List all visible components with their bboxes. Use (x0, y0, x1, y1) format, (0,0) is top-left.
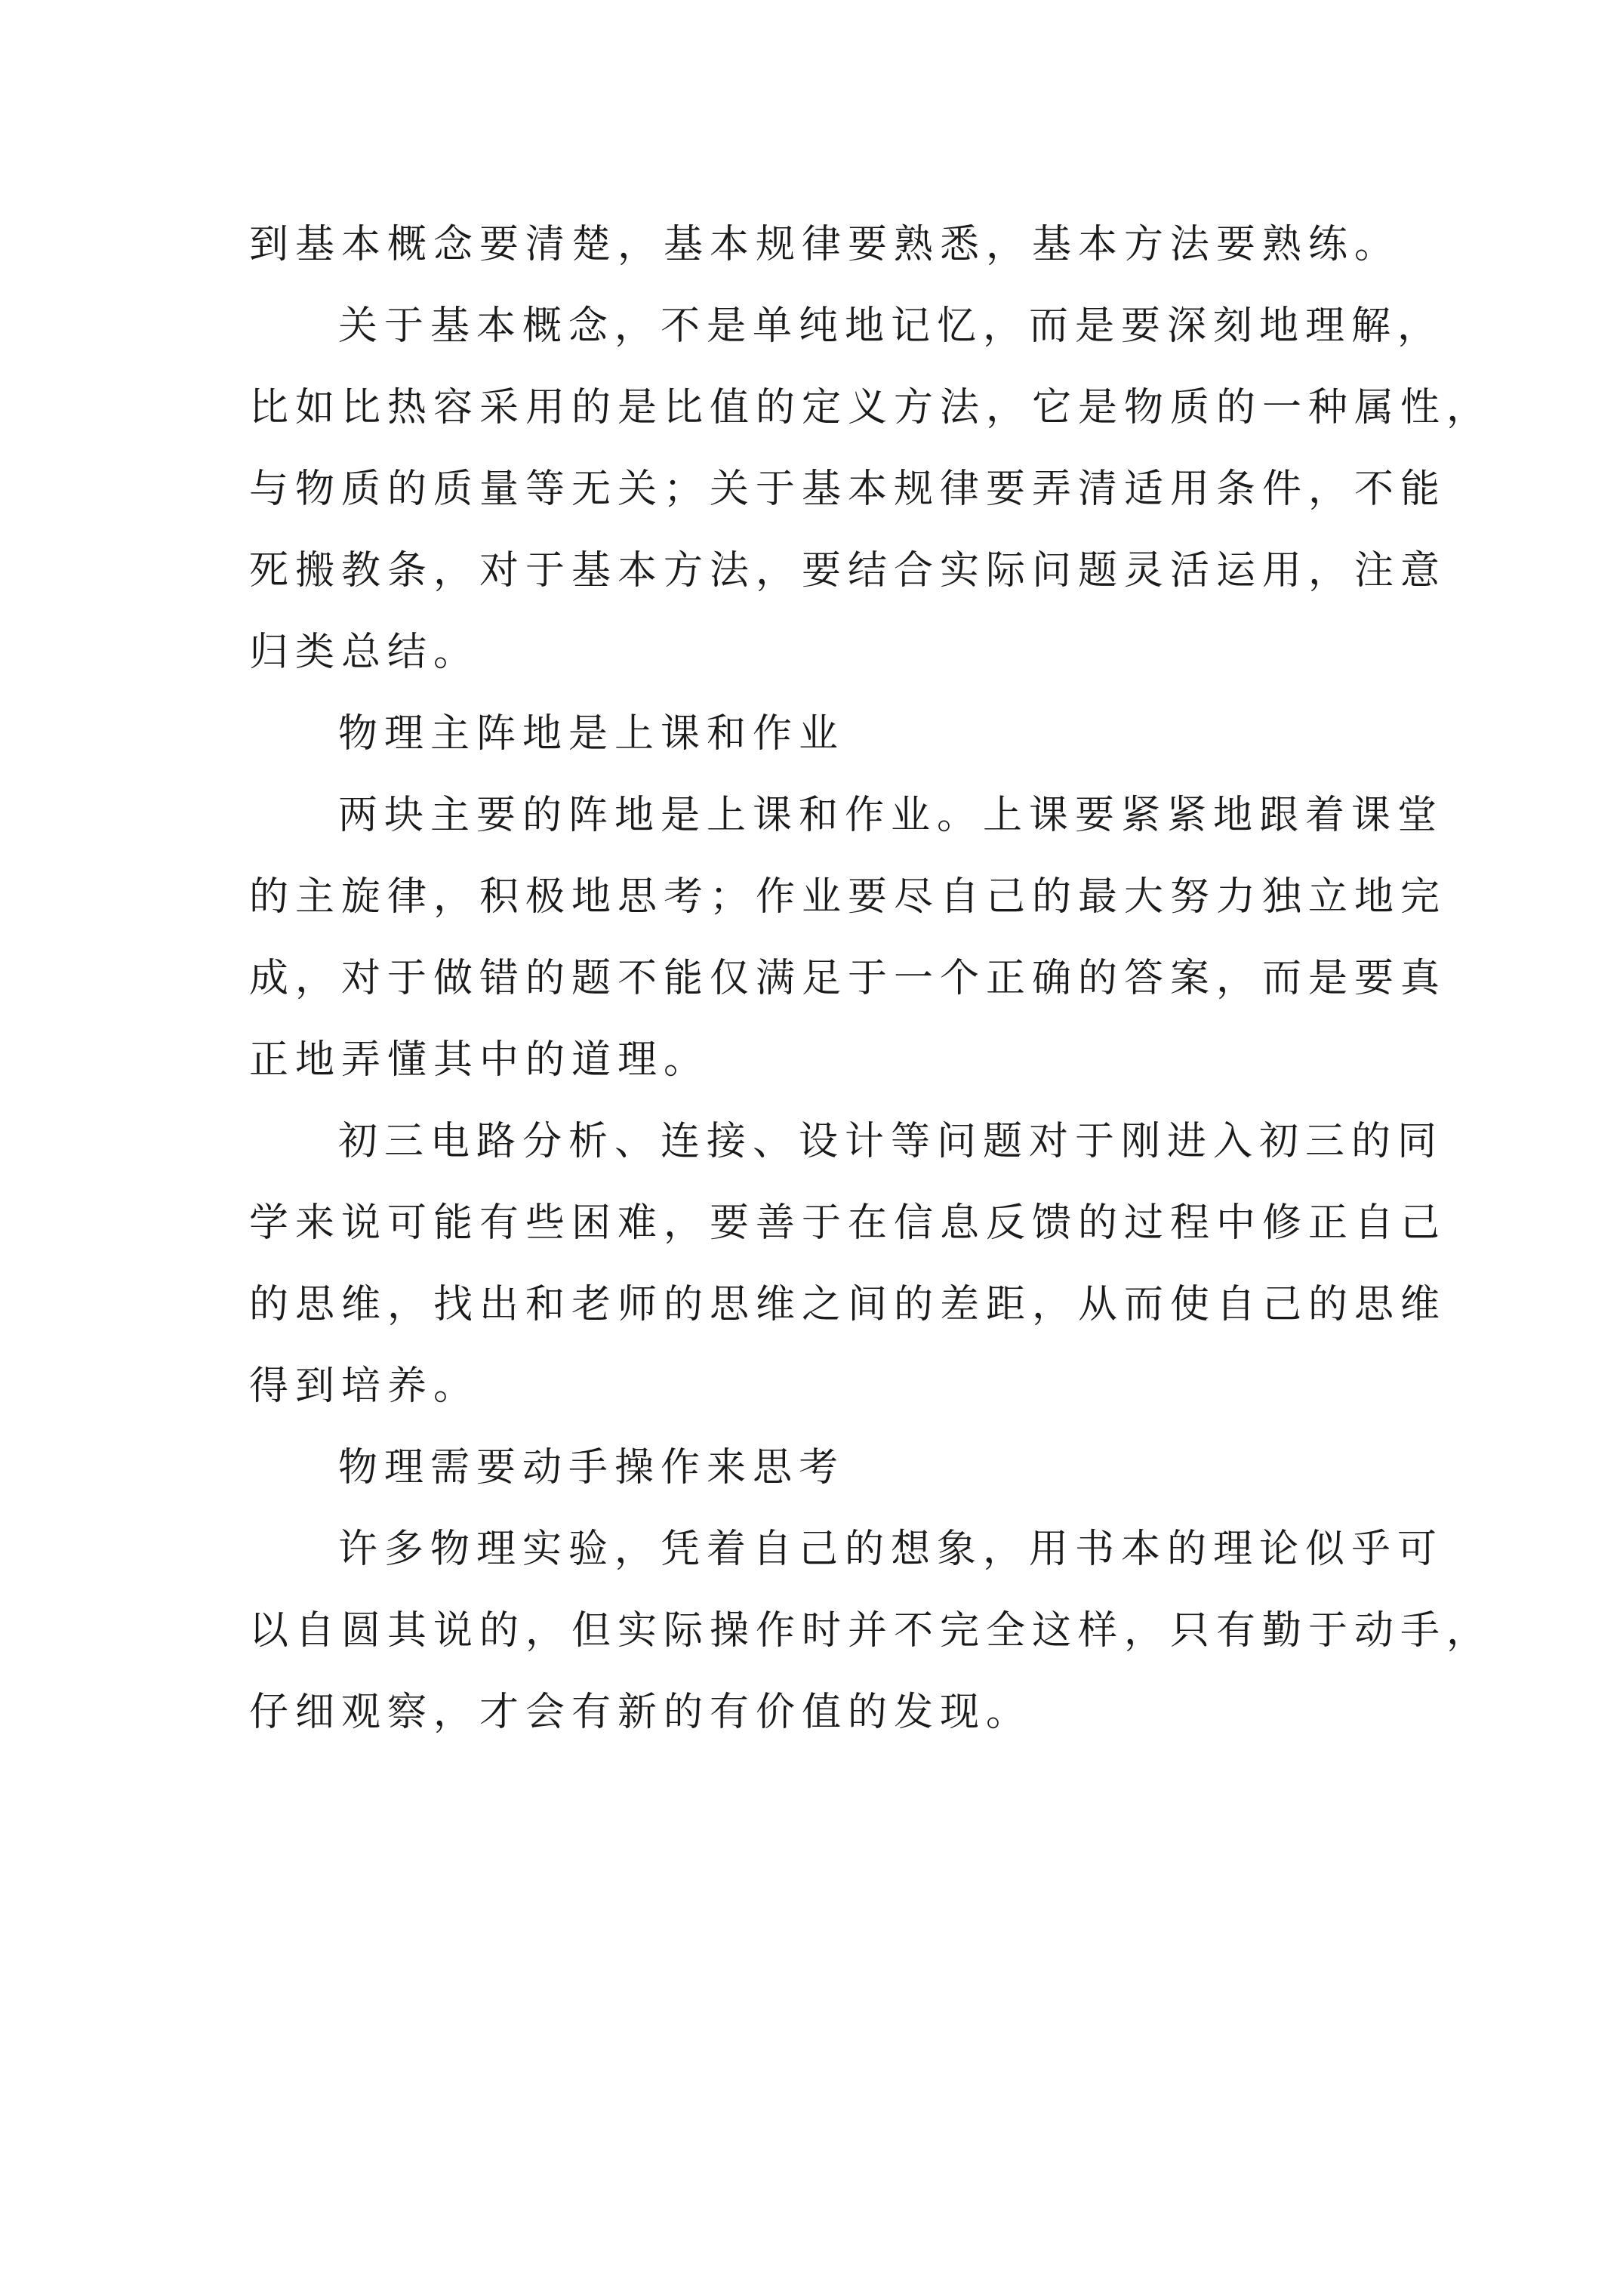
section-heading-hands-on: 物理需要动手操作来思考 (338, 1445, 845, 1490)
text-line: 学来说可能有些困难，要善于在信息反馈的过程中修正自己 (249, 1200, 1447, 1246)
text-line: 归类总结。 (249, 630, 480, 675)
text-line: 死搬教条，对于基本方法，要结合实际问题灵活运用，注意 (249, 548, 1447, 593)
text-line: 比如比热容采用的是比值的定义方法，它是物质的一种属性， (249, 385, 1493, 430)
text-line: 正地弄懂其中的道理。 (249, 1037, 710, 1083)
paragraph-basic-concepts: 关于基本概念，不是单纯地记忆，而是要深刻地理解， (338, 304, 1444, 349)
text-line: 成，对于做错的题不能仅满足于一个正确的答案，而是要真 (249, 956, 1447, 1001)
text-line: 得到培养。 (249, 1364, 480, 1409)
paragraph-class-and-homework: 两块主要的阵地是上课和作业。上课要紧紧地跟着课堂 (338, 793, 1444, 838)
text-line: 的主旋律，积极地思考；作业要尽自己的最大努力独立地完 (249, 874, 1447, 920)
text-line: 与物质的质量等无关；关于基本规律要弄清适用条件，不能 (249, 467, 1447, 512)
section-heading-class-and-homework: 物理主阵地是上课和作业 (338, 711, 845, 757)
text-line: 以自圆其说的，但实际操作时并不完全这样，只有勤于动手， (249, 1608, 1493, 1653)
text-line: 的思维，找出和老师的思维之间的差距，从而使自己的思维 (249, 1282, 1447, 1327)
text-line: 仔细观察，才会有新的有价值的发现。 (249, 1690, 1033, 1735)
paragraph-experiments: 许多物理实验，凭着自己的想象，用书本的理论似乎可 (338, 1527, 1444, 1572)
paragraph-circuit-analysis: 初三电路分析、连接、设计等问题对于刚进入初三的同 (338, 1119, 1444, 1164)
document-body (249, 204, 1493, 1753)
text-line: 到基本概念要清楚，基本规律要熟悉，基本方法要熟练。 (249, 222, 1401, 267)
